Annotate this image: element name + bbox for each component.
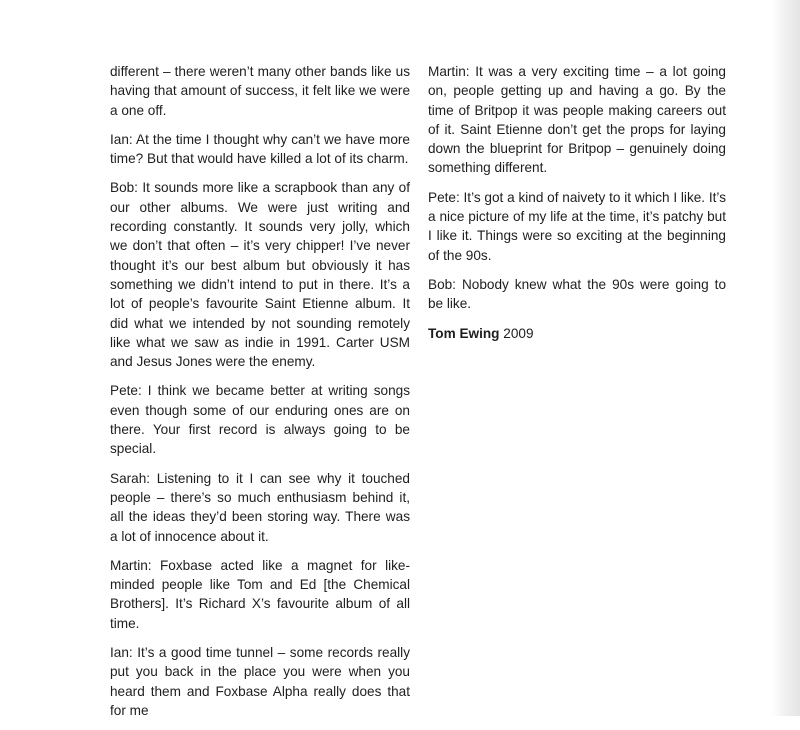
author-year: 2009 bbox=[503, 325, 534, 341]
paragraph: Martin: Foxbase acted like a magnet for like-minded people like Tom and Ed [the Chemical Brothers]. It’s Richard X’s favourite album of all time. bbox=[110, 557, 410, 631]
paragraph: Ian: At the time I thought why can’t we have more time? But that would have killed a lot of its charm. bbox=[110, 131, 410, 167]
paragraph: Bob: It sounds more like a scrapbook than any of our other albums. We were just writing and recording constantly. It sounds very jolly, which we don’t that often – it’s very chipper! I’ve never thought it’s our best album but obviously it has something we didn’t intend to put in there. It’s a lot of people’s favourite Saint Etienne album. It did what we intended by not sounding remotely like what we saw as indie in 1991. Carter USM and Jesus Jones were the enemy. bbox=[110, 180, 410, 370]
page-edge-shadow bbox=[772, 0, 800, 716]
author-name: Tom Ewing bbox=[428, 325, 500, 341]
paragraph: different – there weren’t many other bands like us having that amount of success, it felt like we were a one off. bbox=[110, 64, 410, 118]
right-column bbox=[428, 62, 726, 353]
paragraph: Pete: It’s got a kind of naivety to it which I like. It’s a nice picture of my life at the time, it’s patchy but I like it. Things were so exciting at the beginning of the 90s. bbox=[428, 189, 726, 263]
paragraph: Sarah: Listening to it I can see why it touched people – there’s so much enthusiasm behind it, all the ideas they’d been storing way. There was a lot of innocence about it. bbox=[110, 470, 410, 544]
left-column bbox=[110, 62, 410, 730]
paragraph: Ian: It’s a good time tunnel – some records really put you back in the place you were when you heard them and Foxbase Alpha really does that for me bbox=[110, 645, 410, 718]
paragraph: Pete: I think we became better at writing songs even though some of our enduring ones are on there. Your first record is always going to be special. bbox=[110, 383, 410, 457]
paragraph: Bob: Nobody knew what the 90s were going to be like. bbox=[428, 276, 726, 312]
author-signature bbox=[428, 324, 726, 343]
paragraph: Martin: It was a very exciting time – a lot going on, people getting up and having a go. By the time of Britpop it was people making careers out of it. Saint Etienne don’t get the props for laying down the blueprint for Britpop – genuinely doing something different. bbox=[428, 64, 726, 176]
